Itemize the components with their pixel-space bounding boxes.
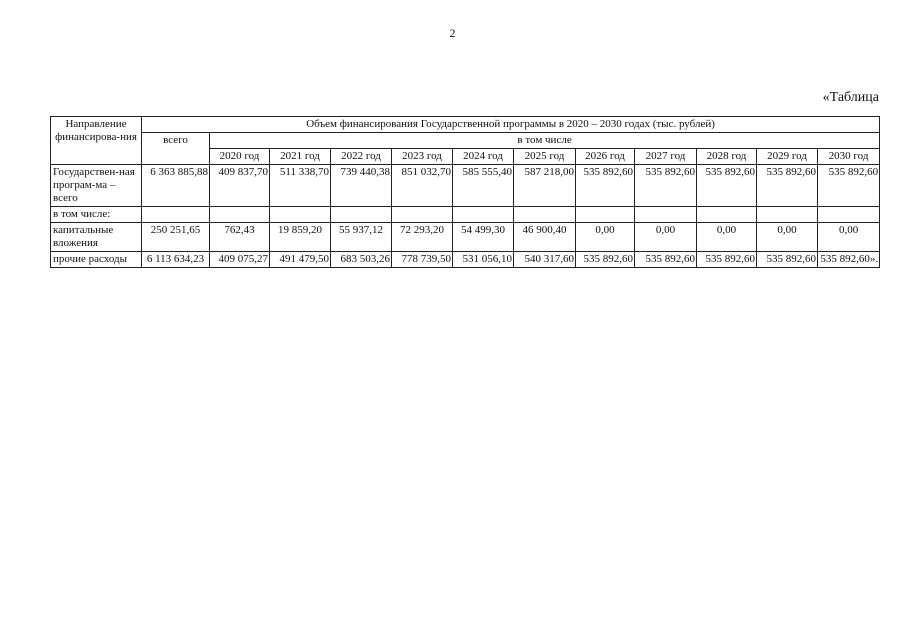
value-cell: 0,00 bbox=[697, 223, 757, 252]
row-label: Государствен-ная програм-ма – всего bbox=[51, 165, 142, 207]
year-header: 2022 год bbox=[331, 149, 392, 165]
value-cell: 535 892,60 bbox=[635, 165, 697, 207]
value-cell: 535 892,60 bbox=[757, 252, 818, 268]
value-cell: 46 900,40 bbox=[514, 223, 576, 252]
row-label: в том числе: bbox=[51, 207, 142, 223]
row-label: капитальные вложения bbox=[51, 223, 142, 252]
value-cell bbox=[210, 207, 270, 223]
value-cell bbox=[697, 207, 757, 223]
row-total: 6 363 885,88 bbox=[142, 165, 210, 207]
value-cell: 778 739,50 bbox=[392, 252, 453, 268]
value-cell: 762,43 bbox=[210, 223, 270, 252]
value-cell: 409 075,27 bbox=[210, 252, 270, 268]
value-cell bbox=[514, 207, 576, 223]
year-header: 2024 год bbox=[453, 149, 514, 165]
value-cell: 535 892,60 bbox=[635, 252, 697, 268]
value-cell: 851 032,70 bbox=[392, 165, 453, 207]
year-header: 2028 год bbox=[697, 149, 757, 165]
table-row bbox=[51, 207, 880, 223]
value-cell: 72 293,20 bbox=[392, 223, 453, 252]
table-row bbox=[51, 252, 880, 268]
value-cell bbox=[331, 207, 392, 223]
row-total bbox=[142, 207, 210, 223]
page-number: 2 bbox=[449, 26, 456, 40]
value-cell bbox=[757, 207, 818, 223]
value-cell: 0,00 bbox=[576, 223, 635, 252]
value-cell: 739 440,38 bbox=[331, 165, 392, 207]
row-total: 6 113 634,23 bbox=[142, 252, 210, 268]
table-label: «Таблица bbox=[822, 90, 879, 105]
year-header: 2023 год bbox=[392, 149, 453, 165]
value-cell: 683 503,26 bbox=[331, 252, 392, 268]
value-cell bbox=[818, 207, 880, 223]
value-cell: 585 555,40 bbox=[453, 165, 514, 207]
value-cell: 535 892,60 bbox=[757, 165, 818, 207]
value-cell bbox=[270, 207, 331, 223]
table-body bbox=[51, 165, 880, 268]
year-header: 2027 год bbox=[635, 149, 697, 165]
direction-header: Направление финансирова-ния bbox=[51, 117, 142, 165]
value-cell: 55 937,12 bbox=[331, 223, 392, 252]
value-cell: 535 892,60 bbox=[818, 165, 880, 207]
value-cell: 511 338,70 bbox=[270, 165, 331, 207]
year-header: 2020 год bbox=[210, 149, 270, 165]
value-cell bbox=[392, 207, 453, 223]
total-header: всего bbox=[142, 133, 210, 165]
year-header: 2030 год bbox=[818, 149, 880, 165]
table-row bbox=[51, 223, 880, 252]
value-cell: 19 859,20 bbox=[270, 223, 331, 252]
value-cell: 491 479,50 bbox=[270, 252, 331, 268]
value-cell: 535 892,60 bbox=[576, 252, 635, 268]
value-cell: 0,00 bbox=[818, 223, 880, 252]
year-header: 2026 год bbox=[576, 149, 635, 165]
value-cell: 531 056,10 bbox=[453, 252, 514, 268]
value-cell: 0,00 bbox=[757, 223, 818, 252]
main-header: Объем финансирования Государственной программы в 2020 – 2030 годах (тыс. рублей) bbox=[142, 117, 880, 133]
table-row bbox=[51, 165, 880, 207]
value-cell: 0,00 bbox=[635, 223, 697, 252]
value-cell: 587 218,00 bbox=[514, 165, 576, 207]
value-cell bbox=[453, 207, 514, 223]
value-cell: 540 317,60 bbox=[514, 252, 576, 268]
value-cell: 535 892,60 bbox=[576, 165, 635, 207]
year-header: 2021 год bbox=[270, 149, 331, 165]
value-cell: 409 837,70 bbox=[210, 165, 270, 207]
value-cell: 535 892,60 bbox=[697, 165, 757, 207]
value-cell bbox=[576, 207, 635, 223]
year-header: 2025 год bbox=[514, 149, 576, 165]
value-cell: 54 499,30 bbox=[453, 223, 514, 252]
row-label: прочие расходы bbox=[51, 252, 142, 268]
value-cell: 535 892,60 bbox=[697, 252, 757, 268]
financing-table bbox=[50, 116, 880, 268]
value-cell bbox=[635, 207, 697, 223]
including-header: в том числе bbox=[210, 133, 880, 149]
value-cell: 535 892,60». bbox=[818, 252, 880, 268]
row-total: 250 251,65 bbox=[142, 223, 210, 252]
year-header: 2029 год bbox=[757, 149, 818, 165]
